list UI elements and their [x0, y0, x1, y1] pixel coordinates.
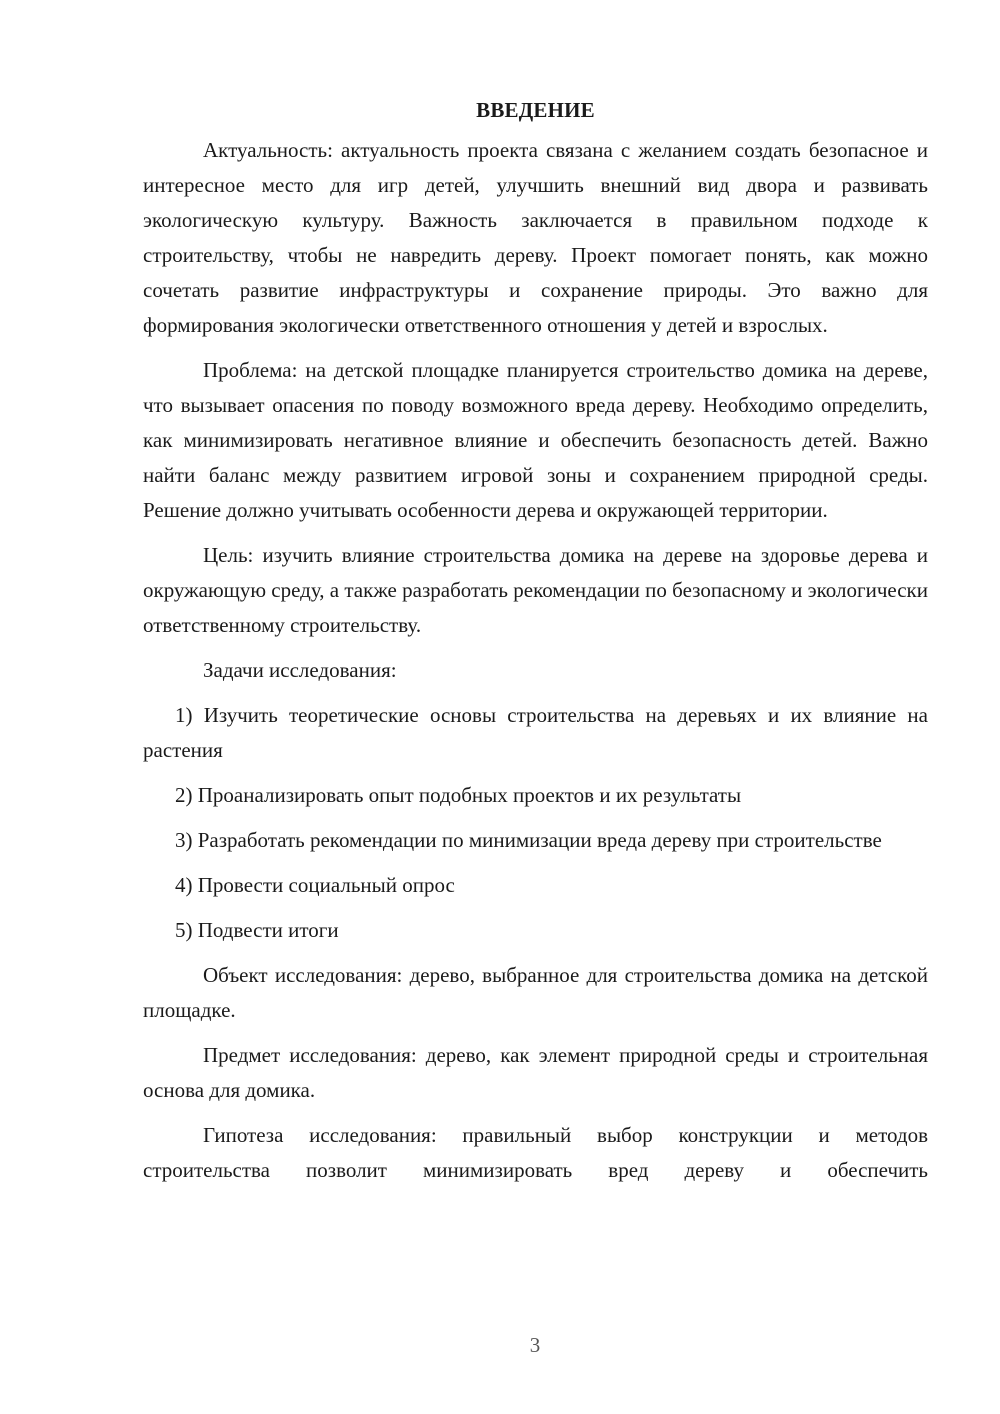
- tasks-title: Задачи исследования:: [203, 658, 397, 682]
- task-item-2: 2) Проанализировать опыт подобных проектов и их результаты: [175, 783, 742, 807]
- paragraph-goal: Цель: изучить влияние строительства домика на дереве на здоровье дерева и окружающую среду, а также разработать рекомендации по безопасному и экологически ответственному строительству.: [143, 543, 928, 637]
- task-item-1: 1) Изучить теоретические основы строительства на деревьях и их влияние на растения: [143, 703, 928, 762]
- task-item-5: 5) Подвести итоги: [175, 918, 339, 942]
- paragraph-problem: Проблема: на детской площадке планируется строительство домика на дереве, что вызывает опасения по поводу возможного вреда дереву. Необходимо определить, как минимизировать негативное влияние и обеспечить безопасность детей. Важно найти баланс между развитием игровой зоны и сохранением природной среды. Решение должно учитывать особенности дерева и окружающей территории.: [143, 358, 928, 522]
- task-item-4: 4) Провести социальный опрос: [175, 873, 455, 897]
- document-page: [143, 93, 928, 1198]
- paragraph-relevance: Актуальность: актуальность проекта связана с желанием создать безопасное и интересное место для игр детей, улучшить внешний вид двора и развивать экологическую культуру. Важность заключается в правильном подходе к строительству, чтобы не навредить дереву. Проект помогает понять, как можно сочетать развитие инфраструктуры и сохранение природы. Это важно для формирования экологически ответственного отношения у детей и взрослых.: [143, 138, 928, 337]
- section-heading: ВВЕДЕНИЕ: [476, 98, 595, 122]
- paragraph-hypothesis: Гипотеза исследования: правильный выбор конструкции и методов строительства позволит минимизировать вред дереву и обеспечить: [143, 1123, 928, 1182]
- task-item-3: 3) Разработать рекомендации по минимизации вреда дереву при строительстве: [175, 828, 882, 852]
- paragraph-subject: Предмет исследования: дерево, как элемент природной среды и строительная основа для домика.: [143, 1043, 928, 1102]
- page-number: 3: [529, 1333, 541, 1357]
- paragraph-object: Объект исследования: дерево, выбранное для строительства домика на детской площадке.: [143, 963, 928, 1022]
